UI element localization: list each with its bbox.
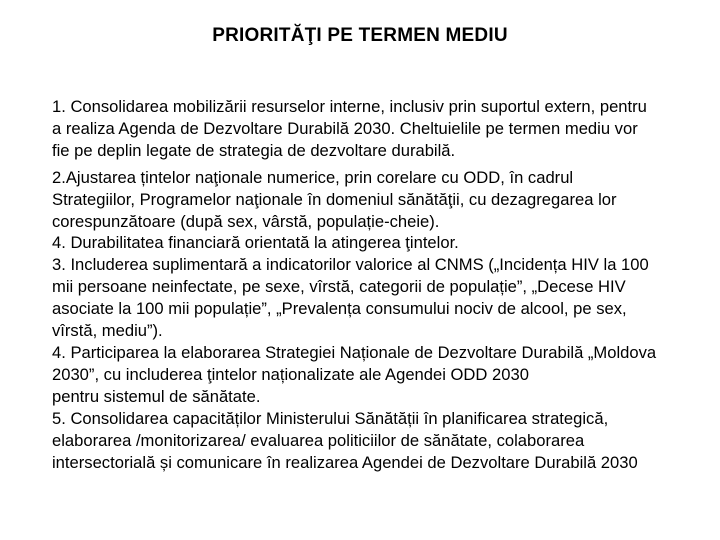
priority-3-line-2: mii persoane neinfectate, pe sexe, vîrstă, categorii de populație”, „Decese HIV bbox=[52, 277, 626, 297]
slide-title: PRIORITĂŢI PE TERMEN MEDIU bbox=[212, 25, 508, 46]
priority-2-line-1: 2.Ajustarea țintelor naţionale numerice, prin corelare cu ODD, în cadrul bbox=[52, 167, 574, 187]
priority-4-line-1: 4. Participarea la elaborarea Strategiei Naționale de Dezvoltare Durabilă „Moldova bbox=[52, 342, 657, 362]
priority-2-line-2: Strategiilor, Programelor naţionale în domeniul sănătăţii, cu dezagregarea lor bbox=[52, 189, 617, 209]
priority-financial-sustainability: 4. Durabilitatea financiară orientată la atingerea ţintelor. bbox=[52, 233, 459, 253]
priority-3-line-4: vîrstă, mediu”). bbox=[52, 321, 163, 341]
priority-1-line-2: a realiza Agenda de Dezvoltare Durabilă 2030. Cheltuielile pe termen mediu vor bbox=[52, 118, 638, 138]
priority-3-line-1: 3. Includerea suplimentară a indicatorilor valorice al CNMS („Incidența HIV la 100 bbox=[52, 255, 649, 275]
priority-4-line-2: 2030”, cu includerea ţintelor naționalizate ale Agendei ODD 2030 bbox=[52, 364, 529, 384]
priority-1-line-3: fie pe deplin legate de strategia de dezvoltare durabilă. bbox=[52, 140, 456, 160]
priority-4-line-3: pentru sistemul de sănătate. bbox=[52, 386, 261, 406]
priority-5-line-3: intersectorială și comunicare în realizarea Agendei de Dezvoltare Durabilă 2030 bbox=[52, 452, 638, 472]
priority-2-line-3: corespunzătoare (după sex, vârstă, populație-cheie). bbox=[52, 211, 440, 231]
priority-5-line-2: elaborarea /monitorizarea/ evaluarea politiciilor de sănătate, colaborarea bbox=[52, 430, 585, 450]
priorities-list bbox=[52, 96, 712, 473]
priority-5-line-1: 5. Consolidarea capacităților Ministerului Sănătății în planificarea strategică, bbox=[52, 408, 609, 428]
priority-3-line-3: asociate la 100 mii populație”, „Prevalența consumului nociv de alcool, pe sex, bbox=[52, 299, 627, 319]
priority-1-line-1: 1. Consolidarea mobilizării resurselor interne, inclusiv prin suportul extern, pentru bbox=[52, 97, 647, 116]
